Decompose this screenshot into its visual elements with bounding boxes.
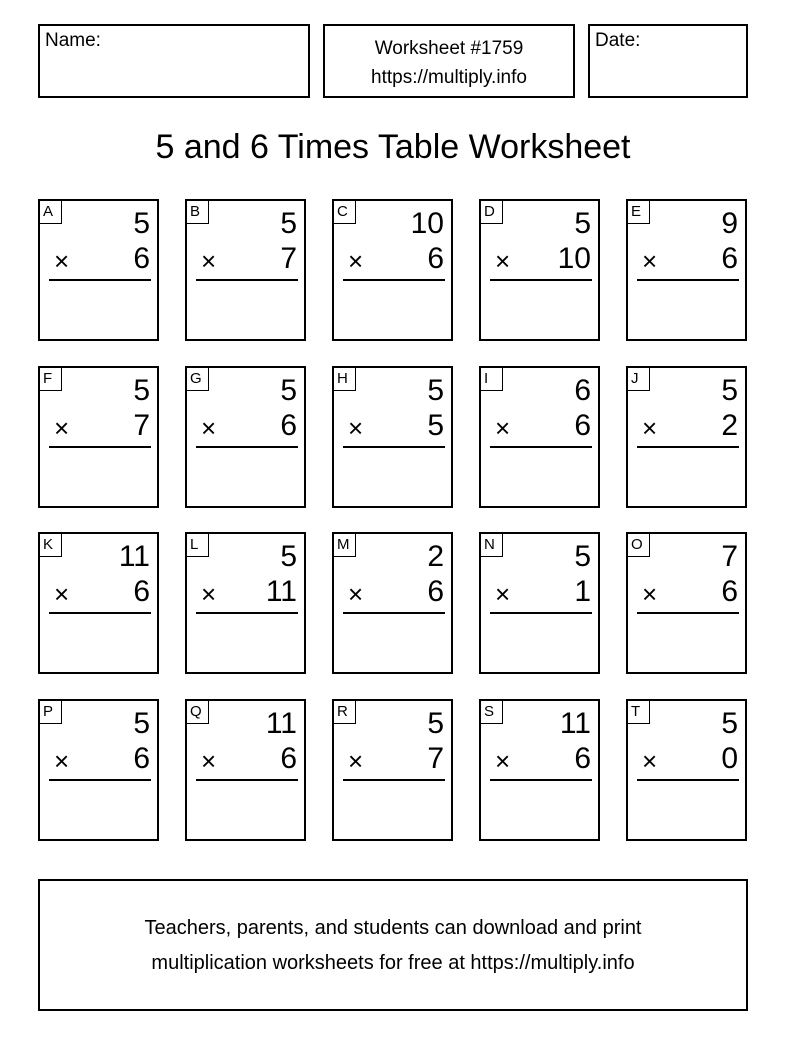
multiply-sign-icon: × (348, 746, 364, 776)
date-field-box (588, 24, 748, 98)
problem-top-number: 5 (280, 540, 297, 573)
worksheet-url: https://multiply.info (371, 67, 527, 88)
problem-top-number: 11 (118, 540, 150, 573)
problem-letter: S (481, 701, 503, 724)
answer-line (637, 446, 739, 448)
answer-line (49, 446, 151, 448)
problem-top-number: 2 (427, 540, 444, 573)
problem-bottom-number: 6 (133, 242, 150, 275)
problem-letter: N (481, 534, 503, 557)
answer-line (196, 779, 298, 781)
problem-bottom-number: 6 (721, 242, 738, 275)
problem-letter: H (334, 368, 356, 391)
answer-line (343, 279, 445, 281)
problem-top-number: 11 (265, 707, 297, 740)
problem-bottom-number: 6 (133, 575, 150, 608)
answer-line (637, 779, 739, 781)
problem-letter: R (334, 701, 356, 724)
multiply-sign-icon: × (54, 579, 70, 609)
answer-line (196, 446, 298, 448)
problem-card (185, 699, 306, 841)
problem-card (185, 199, 306, 341)
problem-card (479, 199, 600, 341)
problem-top-number: 5 (280, 374, 297, 407)
problem-bottom-number: 6 (280, 742, 297, 775)
answer-line (343, 446, 445, 448)
problem-card (332, 366, 453, 508)
problem-letter: I (481, 368, 503, 391)
problem-top-number: 5 (721, 707, 738, 740)
problem-letter: D (481, 201, 503, 224)
problem-letter: J (628, 368, 650, 391)
problem-letter: K (40, 534, 62, 557)
multiply-sign-icon: × (348, 246, 364, 276)
problem-letter: T (628, 701, 650, 724)
problem-bottom-number: 10 (557, 242, 591, 275)
answer-line (343, 612, 445, 614)
problem-card (479, 532, 600, 674)
problem-top-number: 5 (133, 374, 150, 407)
problem-card (38, 699, 159, 841)
problem-top-number: 5 (133, 707, 150, 740)
multiply-sign-icon: × (201, 246, 217, 276)
problem-card (185, 532, 306, 674)
problem-letter: G (187, 368, 209, 391)
problem-bottom-number: 6 (427, 242, 444, 275)
problem-top-number: 9 (721, 207, 738, 240)
problem-bottom-number: 6 (574, 742, 591, 775)
name-label: Name: (45, 30, 101, 51)
problem-bottom-number: 2 (721, 409, 738, 442)
problem-bottom-number: 6 (427, 575, 444, 608)
problem-letter: F (40, 368, 62, 391)
multiply-sign-icon: × (54, 246, 70, 276)
multiply-sign-icon: × (348, 579, 364, 609)
problem-letter: L (187, 534, 209, 557)
problem-bottom-number: 6 (280, 409, 297, 442)
problem-letter: E (628, 201, 650, 224)
answer-line (490, 612, 592, 614)
problem-card (332, 532, 453, 674)
multiply-sign-icon: × (495, 413, 511, 443)
problem-top-number: 5 (574, 207, 591, 240)
problem-bottom-number: 7 (133, 409, 150, 442)
answer-line (196, 279, 298, 281)
name-field-box (38, 24, 310, 98)
problem-letter: C (334, 201, 356, 224)
answer-line (637, 612, 739, 614)
problem-card (38, 532, 159, 674)
problem-bottom-number: 11 (265, 575, 297, 608)
problem-card (626, 532, 747, 674)
problem-top-number: 5 (427, 374, 444, 407)
problem-letter: P (40, 701, 62, 724)
problem-top-number: 5 (427, 707, 444, 740)
multiply-sign-icon: × (348, 413, 364, 443)
worksheet-title: 5 and 6 Times Table Worksheet (155, 128, 631, 166)
multiply-sign-icon: × (642, 746, 658, 776)
multiply-sign-icon: × (495, 579, 511, 609)
answer-line (490, 446, 592, 448)
problem-top-number: 5 (721, 374, 738, 407)
problem-card (479, 699, 600, 841)
problem-card (332, 199, 453, 341)
problem-card (332, 699, 453, 841)
problem-top-number: 7 (721, 540, 738, 573)
problem-card (626, 366, 747, 508)
multiply-sign-icon: × (201, 579, 217, 609)
problem-letter: O (628, 534, 650, 557)
multiply-sign-icon: × (642, 246, 658, 276)
problem-bottom-number: 1 (574, 575, 591, 608)
problem-top-number: 6 (574, 374, 591, 407)
problem-bottom-number: 6 (133, 742, 150, 775)
multiply-sign-icon: × (495, 746, 511, 776)
problem-letter: M (334, 534, 356, 557)
answer-line (49, 279, 151, 281)
multiply-sign-icon: × (642, 579, 658, 609)
problem-bottom-number: 6 (721, 575, 738, 608)
problem-card (38, 366, 159, 508)
problem-top-number: 5 (574, 540, 591, 573)
answer-line (490, 779, 592, 781)
date-label: Date: (595, 30, 641, 51)
problem-card (479, 366, 600, 508)
answer-line (49, 779, 151, 781)
problem-bottom-number: 0 (721, 742, 738, 775)
answer-line (637, 279, 739, 281)
multiply-sign-icon: × (54, 746, 70, 776)
answer-line (343, 779, 445, 781)
worksheet-number: Worksheet #1759 (374, 38, 524, 59)
multiply-sign-icon: × (642, 413, 658, 443)
problem-top-number: 11 (559, 707, 591, 740)
footer-text-line-1: Teachers, parents, and students can download and print (144, 917, 642, 939)
multiply-sign-icon: × (495, 246, 511, 276)
worksheet-info-box (323, 24, 575, 98)
problem-card (185, 366, 306, 508)
answer-line (196, 612, 298, 614)
problem-top-number: 10 (410, 207, 444, 240)
problem-top-number: 5 (133, 207, 150, 240)
problem-top-number: 5 (280, 207, 297, 240)
footer-box (38, 879, 748, 1011)
answer-line (490, 279, 592, 281)
problem-letter: Q (187, 701, 209, 724)
problem-card (626, 199, 747, 341)
multiply-sign-icon: × (201, 413, 217, 443)
problem-bottom-number: 7 (280, 242, 297, 275)
footer-text-line-2: multiplication worksheets for free at https://multiply.info (151, 952, 635, 974)
multiply-sign-icon: × (54, 413, 70, 443)
problem-bottom-number: 6 (574, 409, 591, 442)
multiply-sign-icon: × (201, 746, 217, 776)
problem-bottom-number: 5 (427, 409, 444, 442)
problem-card (38, 199, 159, 341)
answer-line (49, 612, 151, 614)
problem-card (626, 699, 747, 841)
problem-letter: B (187, 201, 209, 224)
problem-bottom-number: 7 (427, 742, 444, 775)
problem-letter: A (40, 201, 62, 224)
